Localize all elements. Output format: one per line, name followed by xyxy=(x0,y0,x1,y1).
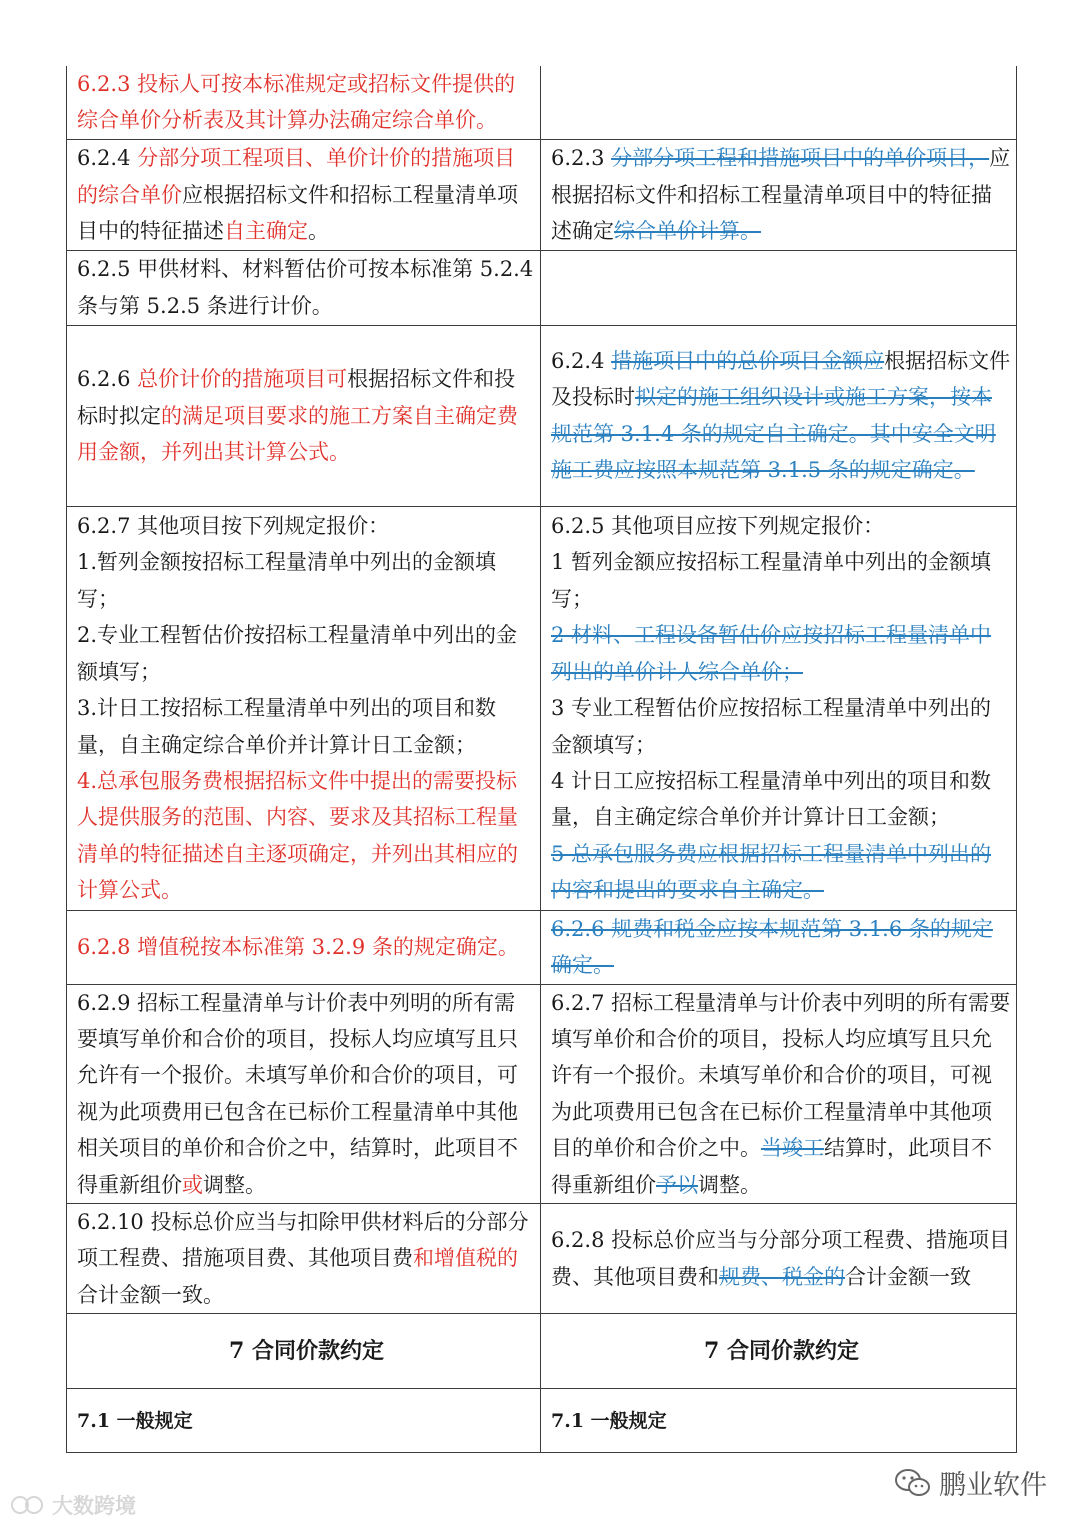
body-text: 6.2.7 其他项目按下列规定报价： xyxy=(77,514,390,539)
body-text: 6.2.10 投标总价应当与扣除甲供材料后的分部分项工程费、措施项目费、其他项目费 xyxy=(77,1210,529,1271)
body-text: 6.2.4 xyxy=(551,349,612,373)
body-text: 6.2.7 招标工程量清单与计价表中列明的所有需要填写单价和合价的项目，投标人均应填写且只允许有一个报价。未填写单价和合价的项目，可视为此项费用已包含在已标价工程量清单中其他项目的单价和合价之中。 xyxy=(551,990,1011,1161)
deleted-text: 综合单价计算。 xyxy=(614,219,761,244)
body-text: 6.2.9 招标工程量清单与计价表中列明的所有需要填写单价和合价的项目，投标人均应填写且只允许有一个报价。未填写单价和合价的项目，可视为此项费用已包含在已标价工程量清单中其他相关项目的单价和合价之中，结算时，此项目不得重新组价 xyxy=(77,990,518,1197)
table-row xyxy=(67,139,1017,250)
body-text: 结算时，此项目不得重新组价 xyxy=(551,1136,992,1197)
body-text: 合计金额一致。 xyxy=(77,1282,224,1307)
brand-name: 鹏业软件 xyxy=(939,1470,1047,1501)
cell-paragraph xyxy=(551,836,1012,909)
deleted-text: 6.2.6 规费和税金应按本规范第 3.1.6 条的规定确定。 xyxy=(551,916,993,978)
body-text: 合计金额一致 xyxy=(845,1264,971,1289)
cell-paragraph xyxy=(551,343,1012,489)
cell-paragraph xyxy=(77,1204,536,1313)
right-cell xyxy=(541,66,1017,139)
body-text: 调整。 xyxy=(698,1172,761,1197)
watermark-text: 大数跨境 xyxy=(52,1494,136,1518)
cell-paragraph xyxy=(77,985,536,1203)
table-row xyxy=(67,984,1017,1203)
cell-paragraph xyxy=(551,508,1012,544)
body-text: 应根据招标文件和招标工程量清单项目中的特征描述 xyxy=(77,182,518,244)
left-cell xyxy=(67,250,541,325)
cell-paragraph xyxy=(77,544,536,617)
cell-paragraph xyxy=(77,66,536,139)
cell-paragraph xyxy=(77,929,536,965)
right-cell xyxy=(541,139,1017,250)
body-text: 1 暂列金额应按招标工程量清单中列出的金额填写； xyxy=(551,550,992,611)
cell-paragraph xyxy=(551,1222,1012,1295)
right-cell xyxy=(541,910,1017,984)
table-row xyxy=(67,910,1017,984)
deleted-text: 5 总承包服务费应根据招标工程量清单中列出的内容和提出的要求自主确定。 xyxy=(551,841,992,903)
deleted-text: 措施项目中的总价项目金额应 xyxy=(611,349,885,373)
left-cell xyxy=(67,910,541,984)
watermark-logo-icon xyxy=(10,1492,46,1518)
added-text: 6.2.3 投标人可按本标准规定或招标文件提供的综合单价分析表及其计算办法确定综合单价。 xyxy=(77,72,516,133)
right-cell xyxy=(541,325,1017,506)
left-cell xyxy=(67,66,541,139)
deleted-text: 拟定的施工组织设计或施工方案，按本规范第 3.1.4 条的规定自主确定。其中安全文明施工费应按照本规范第 3.1.5 条的规定确定。 xyxy=(551,385,996,483)
right-cell xyxy=(541,250,1017,325)
body-text: 应根据招标文件和招标工程量清单项目中的特征描述确定 xyxy=(551,146,1011,244)
added-text: 分部分项工程项目、单价计价的措施项目的综合单价 xyxy=(77,146,516,207)
body-text: 6.2.5 甲供材料、材料暂估价可按本标准第 5.2.4 条与第 5.2.5 条进行计价。 xyxy=(77,257,534,318)
cell-paragraph xyxy=(551,911,1012,984)
body-text: 3.计日工按招标工程量清单中列出的项目和数量，自主确定综合单价并计算计日工金额； xyxy=(77,696,497,757)
right-cell xyxy=(541,984,1017,1203)
subsection-heading-right: 7.1 一般规定 xyxy=(541,1389,1017,1453)
cell-paragraph xyxy=(77,763,536,909)
section-heading-right: 7 合同价款约定 xyxy=(541,1314,1017,1389)
section-row xyxy=(67,1314,1017,1389)
deleted-text: 当竣工 xyxy=(761,1136,824,1161)
deleted-text: 分部分项工程和措施项目中的单价项目， xyxy=(611,146,990,171)
added-text: 或 xyxy=(182,1172,203,1197)
cell-paragraph xyxy=(551,985,1012,1203)
table-row xyxy=(67,66,1017,139)
body-text: 根据招标文件及投标时 xyxy=(551,349,1011,410)
left-cell xyxy=(67,325,541,506)
cell-paragraph xyxy=(551,617,1012,690)
table-row xyxy=(67,1204,1017,1314)
cell-paragraph xyxy=(77,361,536,470)
body-text: 6.2.6 xyxy=(77,367,138,392)
cell-paragraph xyxy=(77,508,536,544)
body-text: 6.2.4 xyxy=(77,146,138,171)
body-text: 根据招标文件和投标时拟定 xyxy=(77,367,516,428)
table-row xyxy=(67,250,1017,325)
table-row xyxy=(67,506,1017,910)
cell-paragraph xyxy=(77,617,536,690)
right-cell xyxy=(541,1204,1017,1314)
body-text: 1.暂列金额按招标工程量清单中列出的金额填写； xyxy=(77,550,497,611)
deleted-text: 2 材料、工程设备暂估价应按招标工程量清单中列出的单价计人综合单价； xyxy=(551,623,992,684)
body-text: 4 计日工应按招标工程量清单中列出的项目和数量，自主确定综合单价并计算计日工金额； xyxy=(551,768,992,830)
cell-paragraph xyxy=(77,690,536,763)
body-text: 6.2.3 xyxy=(551,146,612,171)
comparison-table xyxy=(66,66,1017,1453)
deleted-text: 予以 xyxy=(656,1172,698,1197)
cell-paragraph xyxy=(551,140,1012,249)
left-cell xyxy=(67,1204,541,1314)
added-text: 的满足项目要求的施工方案自主确定费用金额，并列出其计算公式。 xyxy=(77,403,518,465)
right-cell xyxy=(541,506,1017,910)
added-text: 6.2.8 增值税按本标准第 3.2.9 条的规定确定。 xyxy=(77,935,519,960)
added-text: 和增值税的 xyxy=(413,1246,518,1271)
wechat-icon xyxy=(893,1467,933,1499)
body-text: 。 xyxy=(308,219,329,244)
body-text: 2.专业工程暂估价按招标工程量清单中列出的金额填写； xyxy=(77,623,518,684)
left-cell xyxy=(67,139,541,250)
body-text: 6.2.5 其他项目应按下列规定报价： xyxy=(551,514,885,539)
subsection-row xyxy=(67,1389,1017,1453)
body-text: 6.2.8 投标总价应当与分部分项工程费、措施项目费、其他项目费和 xyxy=(551,1228,1011,1289)
left-cell xyxy=(67,984,541,1203)
table-row xyxy=(67,325,1017,506)
added-text: 总价计价的措施项目可 xyxy=(137,367,348,392)
subsection-heading-left: 7.1 一般规定 xyxy=(67,1389,541,1453)
cell-paragraph xyxy=(77,251,536,324)
cell-paragraph xyxy=(551,690,1012,763)
body-text: 调整。 xyxy=(203,1172,266,1197)
deleted-text: 规费、税金的 xyxy=(719,1264,845,1289)
cell-paragraph xyxy=(551,544,1012,617)
footer-brand xyxy=(893,1463,1047,1502)
section-heading-left: 7 合同价款约定 xyxy=(67,1314,541,1389)
added-text: 自主确定 xyxy=(224,219,308,244)
left-cell xyxy=(67,506,541,910)
cell-paragraph xyxy=(77,140,536,249)
added-text: 4.总承包服务费根据招标文件中提出的需要投标人提供服务的范围、内容、要求及其招标工程量清单的特征描述自主逐项确定，并列出其相应的计算公式。 xyxy=(77,768,518,903)
footer-watermark xyxy=(10,1490,136,1520)
cell-paragraph xyxy=(551,763,1012,836)
body-text: 3 专业工程暂估价应按招标工程量清单中列出的金额填写； xyxy=(551,696,992,757)
